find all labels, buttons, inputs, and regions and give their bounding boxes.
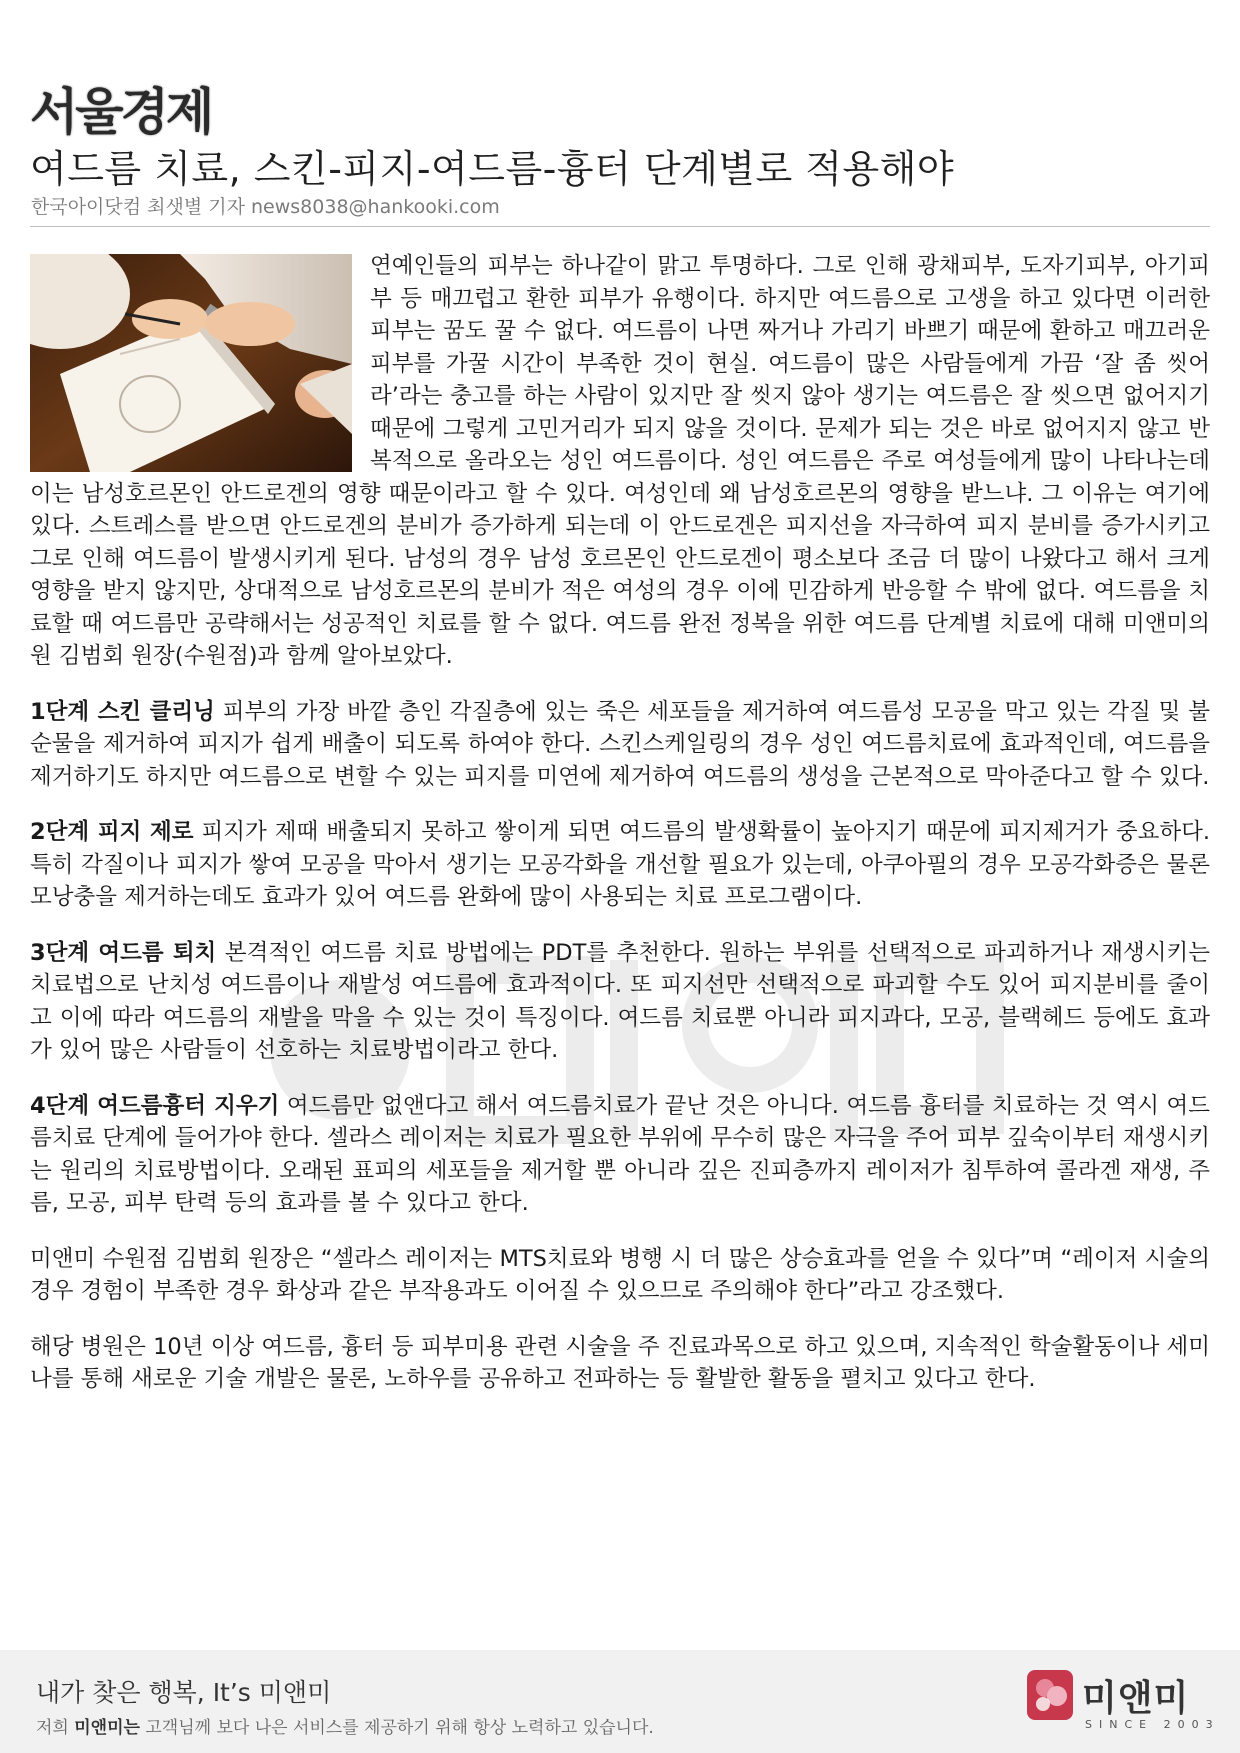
consultation-photo (30, 254, 352, 472)
step-2-title: 2단계 피지 제로 (30, 819, 194, 845)
intro-text: 연예인들의 피부는 하나같이 맑고 투명하다. 그로 인해 광채피부, 도자기피부, 아기피부 등 매끄럽고 환한 피부가 유행이다. 하지만 여드름으로 고생을 하고 있다면 이러한 피부는 꿈도 꿀 수 없다. 여드름이 나면 짜거나 가리기 바쁘기 때문에 환하고 매끄러운 피부를 가꿀 시간이 부족한 것이 현실. 여드름이 많은 사람들에게 가끔 ‘잘 좀 씻어라’라는 충고를 하는 사람이 있지만 잘 씻지 않아 생기는 여드름은 잘 씻으면 없어지기 때문에 그렇게 고민거리가 되지 않을 것이다. 문제가 되는 것은 바로 없어지지 않고 반복적으로 올라오는 성인 여드름이다. 성인 여드름은 주로 여성들에게 많이 나타나는데 이는 남성호르몬인 안드로겐의 영향 때문이라고 할 수 있다. 여성인데 왜 남성호르몬의 영향을 받느냐. 그 이유는 여기에 있다. 스트레스를 받으면 안드로겐의 분비가 증가하게 되는데 이 안드로겐은 피지선을 자극하여 피지 분비를 증가시키고 그로 인해 여드름이 발생시키게 된다. 남성의 경우 남성 호르몬인 안드로겐이 평소보다 조금 더 많이 나왔다고 해서 크게 영향을 받지 않지만, 상대적으로 남성호르몬의 분비가 적은 여성의 경우 이에 민감하게 반응할 수 밖에 없다. 여드름을 치료할 때 여드름만 공략해서는 성공적인 치료를 할 수 없다. 여드름 완전 정복을 위한 여드름 단계별 치료에 대해 미앤미의원 김범회 원장(수원점)과 함께 알아보았다. (30, 253, 1210, 669)
step-1-paragraph (30, 696, 1210, 794)
step-1-body: 피부의 가장 바깥 층인 각질층에 있는 죽은 세포들을 제거하여 여드름성 모공을 막고 있는 각질 및 불순물을 제거하여 피지가 쉽게 배출이 되도록 하여야 한다. 스킨스케일링의 경우 성인 여드름치료에 효과적인데, 여드름을 제거하기도 하지만 여드름으로 변할 수 있는 피지를 미연에 제거하여 여드름의 생성을 근본적으로 막아준다고 할 수 있다. (30, 698, 1211, 790)
article-headline: 여드름 치료, 스킨-피지-여드름-흉터 단계별로 적용해야 (30, 147, 955, 191)
footer-banner (0, 1650, 1240, 1753)
flower-logo-icon (1025, 1666, 1077, 1726)
brand-name: 미앤미 (1082, 1678, 1190, 1719)
footer-note-prefix: 저희 (36, 1718, 75, 1738)
footer-note-brand: 미앤미는 (74, 1718, 140, 1738)
header-divider (30, 226, 1210, 227)
step-3-body: 본격적인 여드름 치료 방법에는 PDT를 추천한다. 원하는 부위를 선택적으로 파괴하거나 재생시키는 치료법으로 난치성 여드름이나 재발성 여드름에 효과적이다. 또 피지선만 선택적으로 파괴할 수도 있어 피지분비를 줄이고 이에 따라 여드름의 재발을 막을 수 있는 것이 특징이다. 여드름 치료뿐 아니라 피지과다, 모공, 블랙헤드 등에도 효과가 있어 많은 사람들이 선호하는 치료방법이라고 한다. (30, 939, 1210, 1063)
footer-note (36, 1713, 654, 1738)
step-3-paragraph (30, 937, 1210, 1067)
step-4-paragraph (30, 1090, 1210, 1220)
footer-slogan: 내가 찾은 행복, It’s 미앤미 (36, 1678, 332, 1707)
newspaper-masthead: 서울경제 (30, 83, 212, 141)
article-body (30, 250, 1210, 1419)
closing-paragraph: 해당 병원은 10년 이상 여드름, 흉터 등 피부미용 관련 시술을 주 진료과목으로 하고 있으며, 지속적인 학술활동이나 세미나를 통해 새로운 기술 개발은 물론, 노하우를 공유하고 전파하는 등 활발한 활동을 펼치고 있다고 한다. (30, 1333, 1210, 1392)
step-4-title: 4단계 여드름흉터 지우기 (30, 1092, 280, 1119)
step-2-body: 피지가 제때 배출되지 못하고 쌓이게 되면 여드름의 발생확률이 높아지기 때문에 피지제거가 중요하다. 특히 각질이나 피지가 쌓여 모공을 막아서 생기는 모공각화을 개선할 필요가 있는데, 아쿠아필의 경우 모공각화증은 물론 모낭충을 제거하는데도 효과가 있어 여드름 완화에 많이 사용되는 치료 프로그램이다. (30, 819, 1210, 910)
footer-note-rest: 고객님께 보다 나은 서비스를 제공하기 위해 항상 노력하고 있습니다. (139, 1718, 654, 1738)
step-3-title: 3단계 여드름 퇴치 (30, 939, 217, 966)
step-1-title: 1단계 스킨 클리닝 (30, 698, 215, 725)
article-byline: 한국아이닷컴 최샛별 기자 news8038@hankooki.com (31, 196, 500, 218)
doctor-quote-paragraph: 미앤미 수원점 김범회 원장은 “셀라스 레이저는 MTS치료와 병행 시 더 많은 상승효과를 얻을 수 있다”며 “레이저 시술의 경우 경험이 부족한 경우 화상과 같은 부작용과도 이어질 수 있으므로 주의해야 한다”라고 강조했다. (30, 1245, 1210, 1304)
step-4-body: 여드름만 없앤다고 해서 여드름치료가 끝난 것은 아니다. 여드름 흉터를 치료하는 것 역시 여드름치료 단계에 들어가야 한다. 셀라스 레이저는 치료가 필요한 부위에 무수히 많은 자극을 주어 피부 깊숙이부터 재생시키는 원리의 치료방법이다. 오래된 표피의 세포들을 제거할 뿐 아니라 깊은 진피층까지 레이저가 침투하여 콜라겐 재생, 주름, 모공, 피부 탄력 등의 효과를 볼 수 있다고 한다. (30, 1092, 1210, 1216)
brand-logo[interactable] (1025, 1666, 1220, 1738)
brand-since: SINCE 2003 (1085, 1718, 1220, 1731)
step-2-paragraph (30, 816, 1210, 914)
article-intro (30, 250, 1210, 673)
